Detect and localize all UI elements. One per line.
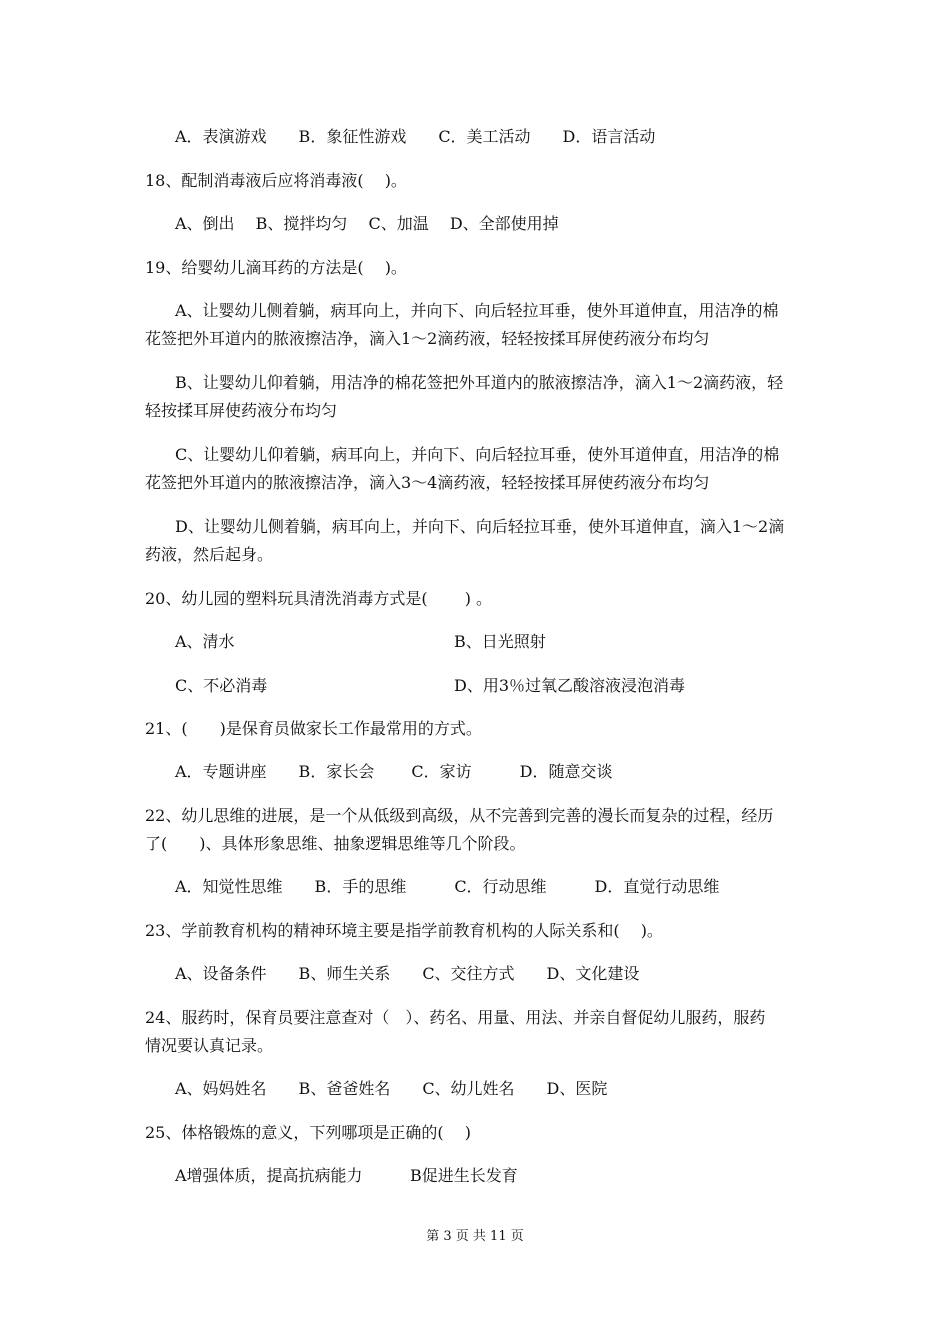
q24-question-line2: 情况要认真记录。 <box>145 1036 274 1055</box>
q19-option-b-line2: 轻按揉耳屏使药液分布均匀 <box>145 401 338 420</box>
q17-options: A．表演游戏 B．象征性游戏 C．美工活动 D．语言活动 <box>175 127 656 146</box>
q21-question: 21、( )是保育员做家长工作最常用的方式。 <box>145 719 482 738</box>
q19-option-b-line1: B、让婴幼儿仰着躺，用洁净的棉花签把外耳道内的脓液擦洁净，滴入1～2滴药液，轻 <box>175 373 784 392</box>
q20-option-d: D、用3％过氧乙酸溶液浸泡消毒 <box>454 676 686 695</box>
q19-option-c-line2: 花签把外耳道内的脓液擦洁净，滴入3～4滴药液，轻轻按揉耳屏使药液分布均匀 <box>145 473 710 492</box>
q19-option-a-line1: A、让婴幼儿侧着躺，病耳向上，并向下、向后轻拉耳垂，使外耳道伸直，用洁净的棉 <box>175 301 779 320</box>
q25-question: 25、体格锻炼的意义，下列哪项是正确的( ) <box>145 1123 471 1142</box>
q20-option-b: B、日光照射 <box>454 632 546 651</box>
q20-question: 20、幼儿园的塑料玩具清洗消毒方式是( ) 。 <box>145 589 493 608</box>
q19-option-d-line2: 药液，然后起身。 <box>145 545 274 564</box>
q18-question: 18、配制消毒液后应将消毒液( )。 <box>145 171 407 190</box>
q25-option-b: B促进生长发育 <box>410 1166 518 1185</box>
q23-question: 23、学前教育机构的精神环境主要是指学前教育机构的人际关系和( )。 <box>145 921 663 940</box>
q22-options: A．知觉性思维 B．手的思维 C．行动思维 D．直觉行动思维 <box>175 877 720 896</box>
q23-options: A、设备条件 B、师生关系 C、交往方式 D、文化建设 <box>175 964 640 983</box>
q24-question-line1: 24、服药时，保育员要注意查对（ ）、药名、用量、用法、并亲自督促幼儿服药，服药 <box>145 1008 766 1027</box>
q19-option-a-line2: 花签把外耳道内的脓液擦洁净，滴入1～2滴药液，轻轻按揉耳屏使药液分布均匀 <box>145 329 710 348</box>
q19-option-d-line1: D、让婴幼儿侧着躺，病耳向上，并向下、向后轻拉耳垂，使外耳道伸直，滴入1～2滴 <box>175 517 785 536</box>
q19-question: 19、给婴幼儿滴耳药的方法是( )。 <box>145 258 407 277</box>
q19-option-c-line1: C、让婴幼儿仰着躺，病耳向上，并向下、向后轻拉耳垂，使外耳道伸直，用洁净的棉 <box>175 445 780 464</box>
q22-question-line1: 22、幼儿思维的进展，是一个从低级到高级，从不完善到完善的漫长而复杂的过程，经历 <box>145 806 774 825</box>
q20-option-c: C、不必消毒 <box>175 676 268 695</box>
q20-option-a: A、清水 <box>175 632 235 651</box>
q22-question-line2: 了( )、具体形象思维、抽象逻辑思维等几个阶段。 <box>145 834 526 853</box>
q25-option-a: A增强体质，提高抗病能力 <box>175 1166 363 1185</box>
page-footer: 第 3 页 共 11 页 <box>426 1229 524 1244</box>
q18-options: A、倒出 B、搅拌均匀 C、加温 D、全部使用掉 <box>175 214 559 233</box>
q24-options: A、妈妈姓名 B、爸爸姓名 C、幼儿姓名 D、医院 <box>175 1079 608 1098</box>
q21-options: A．专题讲座 B．家长会 C．家访 D．随意交谈 <box>175 762 613 781</box>
